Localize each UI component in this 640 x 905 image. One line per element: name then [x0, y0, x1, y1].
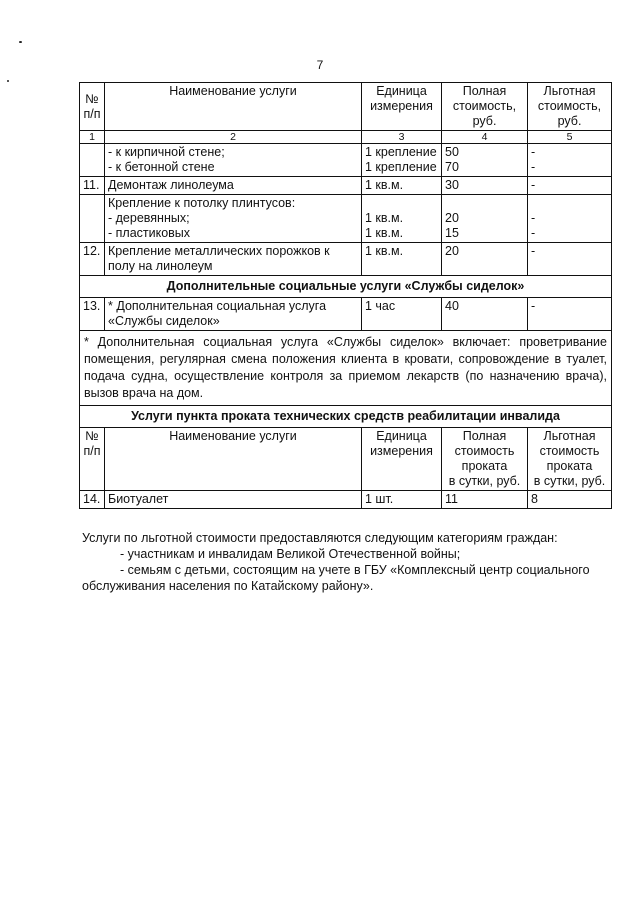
row-unit: 1 час — [362, 298, 442, 331]
footer-intro: Услуги по льготной стоимости предоставляются следующим категориям граждан: — [82, 531, 558, 545]
header-full-price: Полная стоимость проката в сутки, руб. — [442, 428, 528, 491]
row-num: 12. — [80, 243, 105, 276]
row-name: Крепление к потолку плинтусов: - деревянных; - пластиковых — [105, 195, 362, 243]
row-name: Демонтаж линолеума — [105, 177, 362, 195]
row-unit: 1 крепление 1 крепление — [362, 144, 442, 177]
services-table — [79, 82, 612, 509]
column-index: 5 — [528, 131, 612, 144]
table-row — [80, 144, 612, 177]
table-row — [80, 177, 612, 195]
row-discount-price: 8 — [528, 491, 612, 509]
section-row — [80, 406, 612, 428]
row-full-price: 11 — [442, 491, 528, 509]
row-full-price: 30 — [442, 177, 528, 195]
row-discount-price: - — [528, 243, 612, 276]
row-num: 11. — [80, 177, 105, 195]
header-unit: Единица измерения — [362, 83, 442, 131]
row-num — [80, 144, 105, 177]
row-name: Крепление металлических порожков к полу на линолеум — [105, 243, 362, 276]
row-discount-price: - - — [528, 144, 612, 177]
row-unit: 1 кв.м. 1 кв.м. — [362, 195, 442, 243]
row-full-price: 20 — [442, 243, 528, 276]
section-row — [80, 276, 612, 298]
row-name: Биотуалет — [105, 491, 362, 509]
row-name: - к кирпичной стене; - к бетонной стене — [105, 144, 362, 177]
row-unit: 1 шт. — [362, 491, 442, 509]
row-discount-price: - — [528, 177, 612, 195]
caregiver-service-note: * Дополнительная социальная услуга «Службы сиделок» включает: проветривание помещения, регулярная смена положения клиента в кровати, сопровождение в туалет, подача судна, осуществление контроля за приемом лекарств (по назначению врача), вызов врача на дом. — [80, 331, 612, 406]
column-index: 4 — [442, 131, 528, 144]
scan-speck — [7, 80, 9, 82]
column-index: 3 — [362, 131, 442, 144]
footer-item-veterans: - участникам и инвалидам Великой Отечественной войны; — [120, 547, 461, 561]
header-discount-price: Льготная стоимость проката в сутки, руб. — [528, 428, 612, 491]
header-full-price: Полная стоимость, руб. — [442, 83, 528, 131]
row-num: 14. — [80, 491, 105, 509]
row-unit: 1 кв.м. — [362, 243, 442, 276]
footer-item-families: - семьям с детьми, состоящим на учете в ГБУ «Комплексный центр социального обслуживания населения по Катайскому району». — [82, 563, 590, 593]
row-discount-price: - — [528, 298, 612, 331]
section-title-rental: Услуги пункта проката технических средств реабилитации инвалида — [80, 406, 612, 428]
row-num: 13. — [80, 298, 105, 331]
row-full-price: 40 — [442, 298, 528, 331]
header-name: Наименование услуги — [105, 83, 362, 131]
row-unit: 1 кв.м. — [362, 177, 442, 195]
header-num: № п/п — [80, 428, 105, 491]
column-index-row — [80, 131, 612, 144]
section-title-caregivers: Дополнительные социальные услуги «Службы сиделок» — [80, 276, 612, 298]
table-row — [80, 195, 612, 243]
column-index: 1 — [80, 131, 105, 144]
note-row — [80, 331, 612, 406]
footer-text — [82, 530, 614, 594]
row-discount-price: - - — [528, 195, 612, 243]
row-name: * Дополнительная социальная услуга «Службы сиделок» — [105, 298, 362, 331]
table-row — [80, 243, 612, 276]
table-header-row — [80, 428, 612, 491]
header-name: Наименование услуги — [105, 428, 362, 491]
header-discount-price: Льготная стоимость, руб. — [528, 83, 612, 131]
column-index: 2 — [105, 131, 362, 144]
table-header-row — [80, 83, 612, 131]
row-full-price: 50 70 — [442, 144, 528, 177]
page-number: 7 — [316, 58, 324, 72]
scan-speck — [19, 41, 22, 43]
header-num: № п/п — [80, 83, 105, 131]
row-num — [80, 195, 105, 243]
row-full-price: 20 15 — [442, 195, 528, 243]
table-row — [80, 298, 612, 331]
header-unit: Единица измерения — [362, 428, 442, 491]
table-row — [80, 491, 612, 509]
